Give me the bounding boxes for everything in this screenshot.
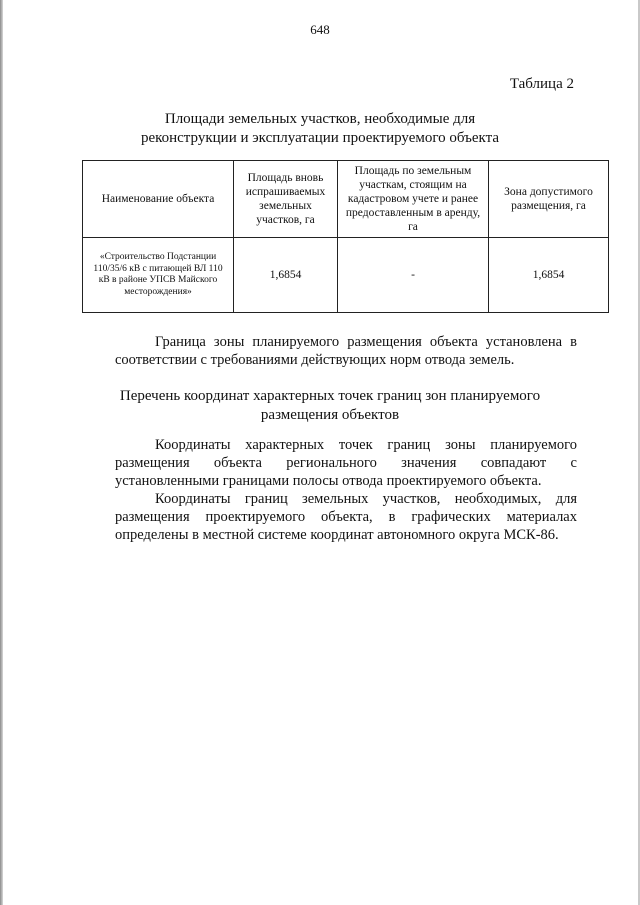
cell-zone: 1,6854 [489,238,609,313]
scan-edge-left [0,0,3,905]
paragraph-coordinates-parcels-first-line: Координаты границ земельных участков, необходимых, для [155,491,577,507]
table-title-line-1: Площади земельных участков, необходимые для [164,111,476,127]
column-header-existing-area: Площадь по земельным участкам, стоящим на кадастровом учете и ранее предоставленным в аренду, га [338,161,489,238]
cell-existing-area: - [338,238,489,313]
paragraph-coordinates-zone-rest: размещения объекта регионального значения совпадают с установленными границами полосы отвода проектируемого объекта. [115,455,577,489]
page-number: 648 [310,22,330,37]
table-header-row [83,161,609,238]
column-header-object-name: Наименование объекта [83,161,234,238]
areas-table [82,160,609,313]
table-row [83,238,609,313]
column-header-new-area: Площадь вновь испрашиваемых земельных участков, га [234,161,338,238]
table-label: Таблица 2 [509,76,574,92]
paragraph-boundary [115,333,577,369]
cell-new-area: 1,6854 [234,238,338,313]
paragraph-boundary-rest: соответствии с требованиями действующих норм отвода земель. [115,352,515,368]
section-heading-line-2: размещения объектов [260,407,400,423]
table-title [60,110,580,148]
paragraph-coordinates-zone [115,436,577,490]
column-header-zone: Зона допустимого размещения, га [489,161,609,238]
paragraph-coordinates-parcels-rest: размещения проектируемого объекта, в графических материалах определены в местной системе координат автономного округа МСК-86. [115,509,577,543]
section-heading-line-1: Перечень координат характерных точек границ зон планируемого [119,388,541,404]
section-heading [100,387,560,425]
cell-object-name: «Строительство Подстанции 110/35/6 кВ с питающей ВЛ 110 кВ в районе УПСВ Майского месторождения» [83,238,234,313]
paragraph-coordinates-parcels [115,490,577,544]
paragraph-boundary-first-line: Граница зоны планируемого размещения объекта установлена в [155,334,577,350]
table-title-line-2: реконструкции и эксплуатации проектируемого объекта [140,130,500,146]
paragraph-coordinates-zone-first-line: Координаты характерных точек границ зоны планируемого [155,437,577,453]
